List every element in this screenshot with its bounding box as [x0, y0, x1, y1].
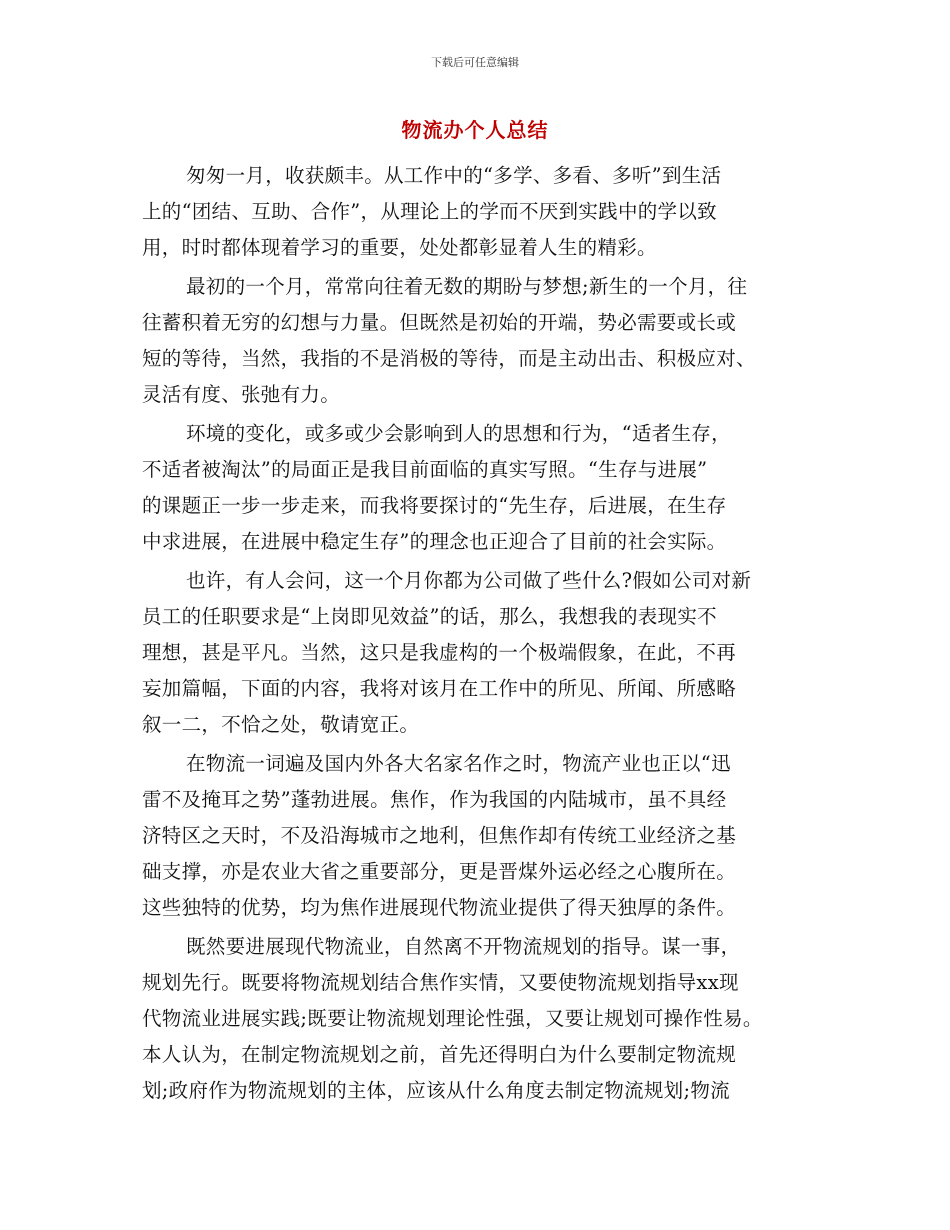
paragraph-line: 的课题正一步一步走来，而我将要探讨的“先生存，后进展，在生存: [142, 494, 727, 517]
paragraph-line: 叙一二，不恰之处，敬请宽正。: [142, 713, 420, 736]
paragraph-line: 理想，甚是平凡。当然，这只是我虚构的一个极端假象，在此，不再: [142, 641, 737, 664]
paragraph-line: 济特区之天时，不及沿海城市之地利，但焦作却有传统工业经济之基: [142, 824, 737, 847]
paragraph-line: 这些独特的优势，均为焦作进展现代物流业提供了得天独厚的条件。: [142, 896, 737, 919]
paragraph-line: 本人认为，在制定物流规划之前，首先还得明白为什么要制定物流规: [142, 1043, 737, 1066]
paragraph-line: 雷不及掩耳之势”蓬勃进展。焦作，作为我国的内陆城市，虽不具经: [142, 788, 727, 811]
paragraph-line: 也许，有人会问，这一个月你都为公司做了些什么?假如公司对新: [186, 569, 752, 592]
paragraph-line: 短的等待，当然，我指的不是消极的等待，而是主动出击、积极应对、: [142, 347, 756, 370]
page-header: 下载后可任意编辑: [431, 56, 519, 69]
paragraph-line: 往蓄积着无穷的幻想与力量。但既然是初始的开端，势必需要或长或: [142, 311, 737, 334]
document-body: [142, 158, 802, 1112]
paragraph-line: 用，时时都体现着学习的重要，处处都彰显着人生的精彩。: [142, 236, 657, 259]
paragraph-1: [142, 158, 802, 266]
document-title: 物流办个人总结: [401, 118, 549, 142]
paragraph-line: 灵活有度、张弛有力。: [142, 383, 341, 406]
paragraph-line: 既然要进展现代物流业，自然离不开物流规划的指导。谋一事，: [186, 935, 741, 958]
paragraph-line: 规划先行。既要将物流规划结合焦作实情，又要使物流规划指导xx现: [142, 971, 739, 994]
paragraph-line: 础支撑，亦是农业大省之重要部分，更是晋煤外运必经之心腹所在。: [142, 860, 737, 883]
paragraph-line: 匆匆一月，收获颇丰。从工作中的“多学、多看、多听”到生活: [186, 164, 722, 187]
paragraph-line: 中求进展，在进展中稳定生存”的理念也正迎合了目前的社会实际。: [142, 530, 727, 553]
paragraph-line: 在物流一词遍及国内外各大名家名作之时，物流产业也正以“迅: [186, 752, 731, 775]
paragraph-3: [142, 416, 802, 560]
paragraph-line: 不适者被淘汰”的局面正是我目前面临的真实写照。“生存与进展”: [142, 458, 708, 481]
paragraph-line: 妄加篇幅，下面的内容，我将对该月在工作中的所见、所闻、所感略: [142, 677, 737, 700]
paragraph-6: [142, 929, 802, 1109]
paragraph-line: 上的“团结、互助、合作”，从理论上的学而不厌到实践中的学以致: [142, 200, 717, 223]
paragraph-5: [142, 746, 802, 926]
paragraph-line: 员工的任职要求是“上岗即见效益”的话，那么，我想我的表现实不: [142, 605, 717, 628]
paragraph-2: [142, 269, 802, 413]
paragraph-line: 最初的一个月，常常向往着无数的期盼与梦想;新生的一个月，往: [186, 275, 748, 298]
paragraph-line: 环境的变化，或多或少会影响到人的思想和行为，“适者生存，: [186, 422, 731, 445]
paragraph-4: [142, 563, 802, 743]
paragraph-line: 代物流业进展实践;既要让物流规划理论性强，又要让规划可操作性易。: [142, 1007, 763, 1030]
paragraph-line: 划;政府作为物流规划的主体，应该从什么角度去制定物流规划;物流: [142, 1079, 730, 1102]
